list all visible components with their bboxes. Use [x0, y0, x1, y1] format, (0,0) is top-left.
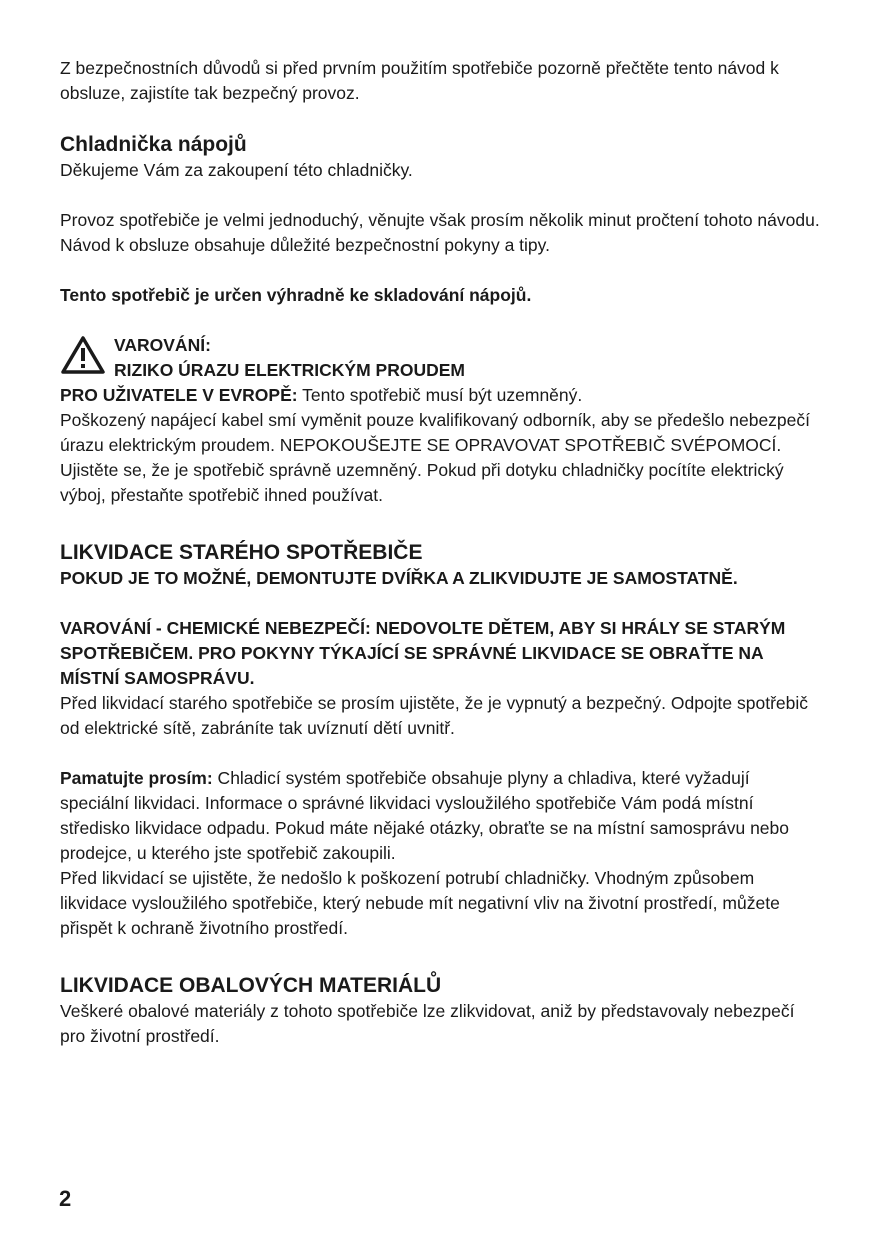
- section-title-disposal: LIKVIDACE STARÉHO SPOTŘEBIČE: [60, 541, 423, 564]
- page-number: 2: [59, 1186, 72, 1211]
- remember-paragraph: [60, 766, 820, 866]
- chemical-warning: VAROVÁNÍ - CHEMICKÉ NEBEZPEČÍ: NEDOVOLTE DĚTEM, ABY SI HRÁLY SE STARÝM SPOTŘEBIČEM. PRO POKYNY TÝKAJÍCÍ SE SPRÁVNÉ LIKVIDACE SE OBRAŤTE NA MÍSTNÍ SAMOSPRÁVU.: [60, 618, 786, 688]
- eu-users-paragraph: [60, 383, 820, 408]
- warning-heading: VAROVÁNÍ:: [114, 335, 211, 355]
- packaging-paragraph: Veškeré obalové materiály z tohoto spotřebiče lze zlikvidovat, aniž by představovaly nebezpečí pro životní prostředí.: [60, 1001, 795, 1046]
- thanks-paragraph: Děkujeme Vám za zakoupení této chladničky.: [60, 160, 413, 180]
- warning-subheading: RIZIKO ÚRAZU ELEKTRICKÝM PROUDEM: [114, 360, 465, 380]
- section-title-beverage-fridge: Chladnička nápojů: [60, 133, 247, 156]
- purpose-statement: Tento spotřebič je určen výhradně ke skladování nápojů.: [60, 285, 532, 305]
- warning-triangle-icon: [60, 335, 106, 375]
- eu-users-text: Tento spotřebič musí být uzemněný.: [297, 385, 583, 405]
- eu-users-label: PRO UŽIVATELE V EVROPĚ:: [60, 385, 298, 405]
- disposal-subtitle: POKUD JE TO MOŽNÉ, DEMONTUJTE DVÍŘKA A ZLIKVIDUJTE JE SAMOSTATNĚ.: [60, 568, 738, 588]
- remember-label: Pamatujte prosím:: [60, 768, 213, 788]
- before-disposal-paragraph: Před likvidací starého spotřebiče se prosím ujistěte, že je vypnutý a bezpečný. Odpojte spotřebič od elektrické sítě, zabráníte tak uvíznutí dětí uvnitř.: [60, 693, 809, 738]
- operation-paragraph: Provoz spotřebiče je velmi jednoduchý, věnujte však prosím několik minut pročtení tohoto návodu. Návod k obsluze obsahuje důležité bezpečnostní pokyny a tipy.: [60, 210, 820, 255]
- page-content: [60, 56, 820, 1049]
- section-title-packaging: LIKVIDACE OBALOVÝCH MATERIÁLŮ: [60, 974, 442, 997]
- environment-paragraph: Před likvidací se ujistěte, že nedošlo k poškození potrubí chladničky. Vhodným způsobem likvidace vysloužilého spotřebiče, který nebude mít negativní vliv na životní prostředí, můžete přispět k ochraně životního prostředí.: [60, 868, 780, 938]
- electric-warning-text: Poškozený napájecí kabel smí vyměnit pouze kvalifikovaný odborník, aby se předešlo nebezpečí úrazu elektrickým proudem. NEPOKOUŠEJTE SE OPRAVOVAT SPOTŘEBIČ SVÉPOMOCÍ. Ujistěte se, že je spotřebič správně uzemněný. Pokud při dotyku chladničky pocítíte elektrický výboj, přestaňte spotřebič ihned používat.: [60, 410, 811, 505]
- intro-paragraph: Z bezpečnostních důvodů si před prvním použitím spotřebiče pozorně přečtěte tento návod k obsluze, zajistíte tak bezpečný provoz.: [60, 58, 779, 103]
- remember-text: Chladicí systém spotřebiče obsahuje plyny a chladiva, které vyžadují speciální likvidaci. Informace o správné likvidaci vysloužilého spotřebiče Vám podá místní středisko likvidace odpadu. Pokud máte nějaké otázky, obraťte se na místní samosprávu nebo prodejce, u kterého jste spotřebič zakoupili.: [60, 768, 790, 863]
- electric-warning-block: [60, 333, 820, 383]
